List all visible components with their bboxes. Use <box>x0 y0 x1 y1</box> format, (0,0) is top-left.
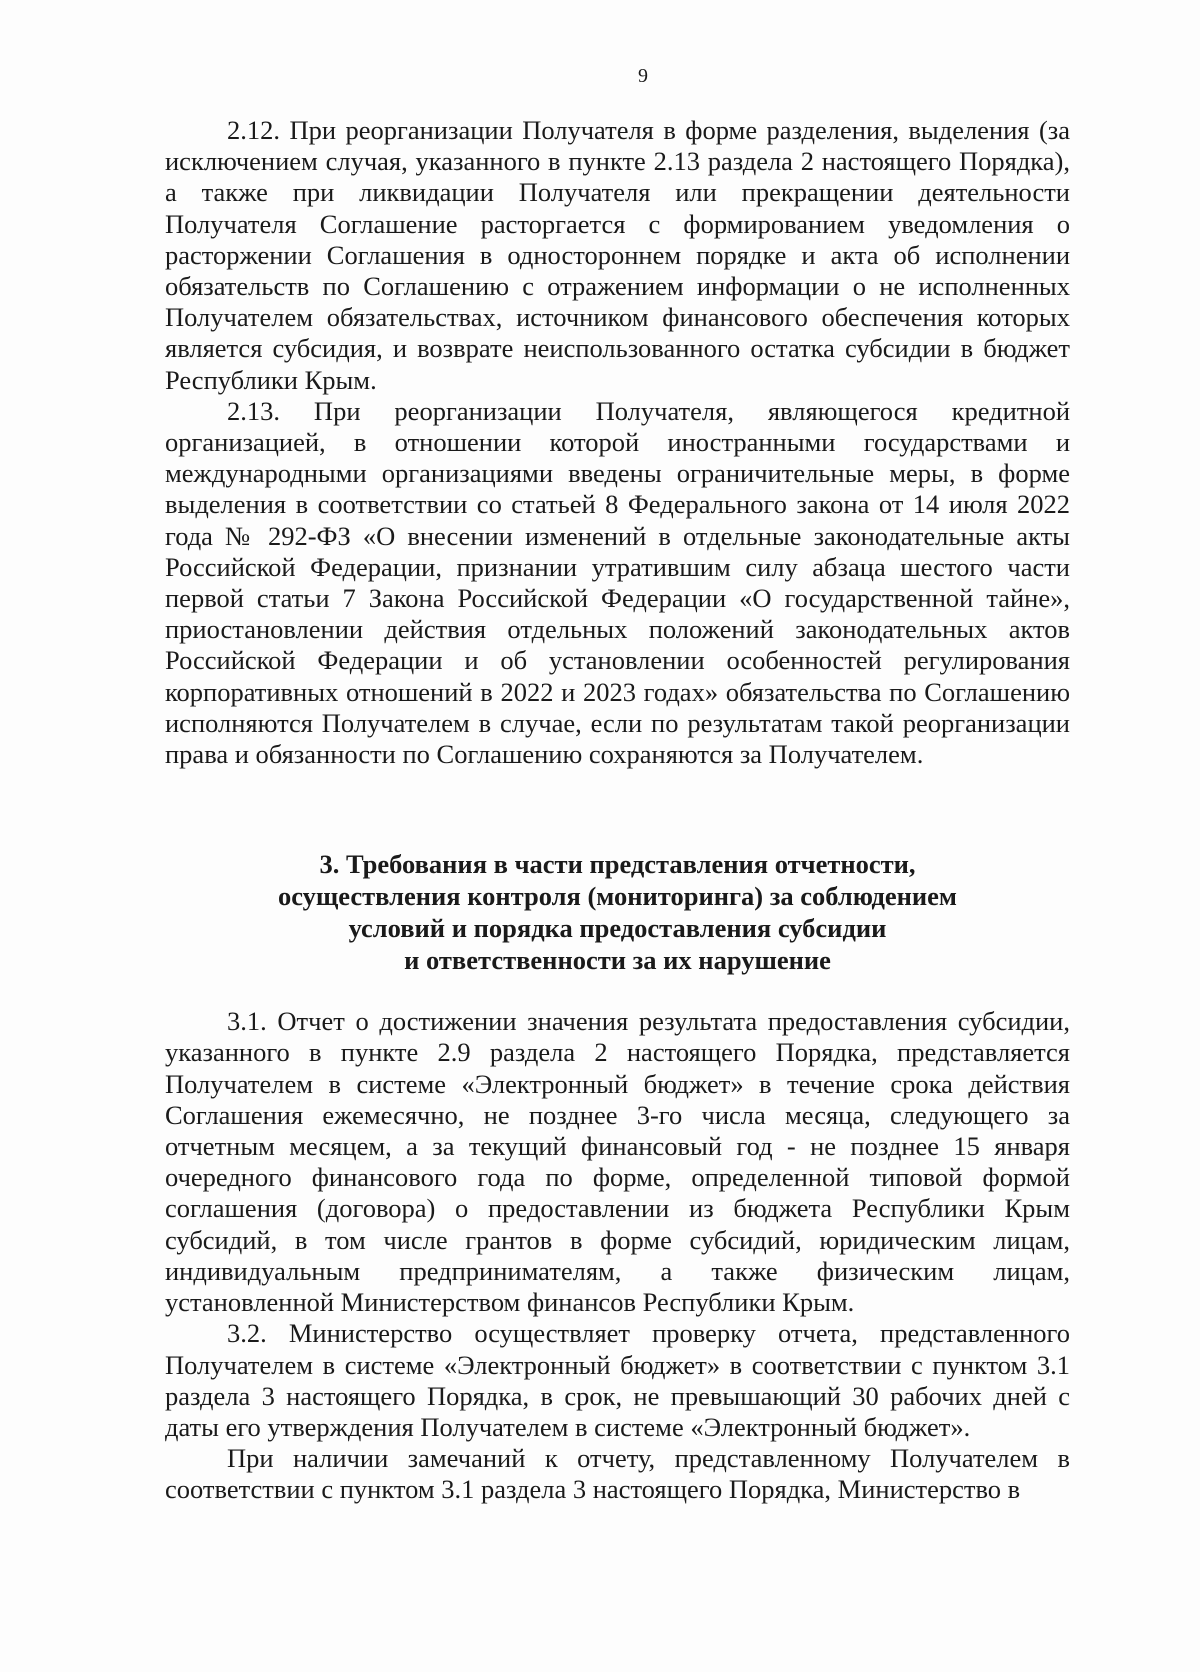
paragraph-3-1: 3.1. Отчет о достижении значения результата предоставления субсидии, указанного в пункте 2.9 раздела 2 настоящего Порядка, представляется Получателем в системе «Электронный бюджет» в течение срока действия Соглашения ежемесячно, не позднее 3-го числа месяца, следующего за отчетным месяцем, а за текущий финансовый год - не позднее 15 января очередного финансового года по форме, определенной типовой формой соглашения (договора) о предоставлении из бюджета Республики Крым субсидий, в том числе грантов в форме субсидий, юридическим лицам, индивидуальным предпринимателям, а также физическим лицам, установленной Министерством финансов Республики Крым. <box>165 1006 1070 1318</box>
section-3-heading-line-2: осуществления контроля (мониторинга) за соблюдением <box>278 881 957 912</box>
page-number: 9 <box>638 65 648 87</box>
paragraph-3-2: 3.2. Министерство осуществляет проверку отчета, представленного Получателем в системе «Электронный бюджет» в соответствии с пунктом 3.1 раздела 3 настоящего Порядка, в срок, не превышающий 30 рабочих дней с даты его утверждения Получателем в системе «Электронный бюджет». <box>165 1318 1070 1442</box>
paragraph-2-12: 2.12. При реорганизации Получателя в форме разделения, выделения (за исключением случая, указанного в пункте 2.13 раздела 2 настоящего Порядка), а также при ликвидации Получателя или прекращении деятельности Получателя Соглашение расторгается с формированием уведомления о расторжении Соглашения в одностороннем порядке и акта об исполнении обязательств по Соглашению с отражением информации о не исполненных Получателем обязательствах, источником финансового обеспечения которых является субсидия, и возврате неиспользованного остатка субсидии в бюджет Республики Крым. <box>165 115 1070 395</box>
document-body <box>165 115 1070 1506</box>
section-3-heading-line-4: и ответственности за их нарушение <box>404 945 831 976</box>
section-3-heading <box>165 848 1070 976</box>
paragraph-2-13: 2.13. При реорганизации Получателя, являющегося кредитной организацией, в отношении которой иностранными государствами и международными организациями введены ограничительные меры, в форме выделения в соответствии со статьей 8 Федерального закона от 14 июля 2022 года № 292-ФЗ «О внесении изменений в отдельные законодательные акты Российской Федерации, признании утратившим силу абзаца шестого части первой статьи 7 Закона Российской Федерации «О государственной тайне», приостановлении действия отдельных положений законодательных актов Российской Федерации и об установлении особенностей регулирования корпоративных отношений в 2022 и 2023 годах» обязательства по Соглашению исполняются Получателем в случае, если по результатам такой реорганизации права и обязанности по Соглашению сохраняются за Получателем. <box>165 395 1070 770</box>
section-3-heading-line-3: условий и порядка предоставления субсидии <box>348 913 887 944</box>
section-3-heading-line-1: 3. Требования в части представления отчетности, <box>319 849 916 880</box>
paragraph-remarks: При наличии замечаний к отчету, представленному Получателем в соответствии с пунктом 3.1 раздела 3 настоящего Порядка, Министерство в <box>165 1443 1070 1505</box>
